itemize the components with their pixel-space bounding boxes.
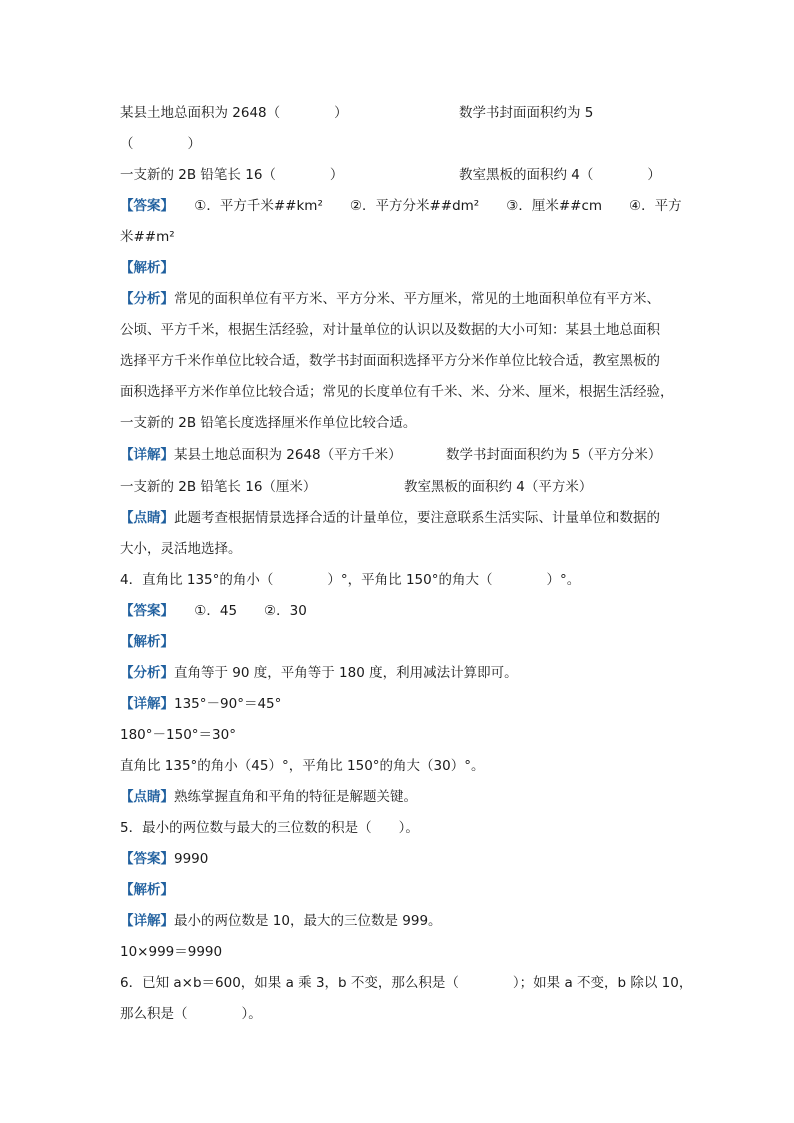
- line-text: 一支新的 2B 铅笔长 16（厘米）: [120, 479, 317, 495]
- text-line: [120, 787, 417, 807]
- text-line: [120, 196, 682, 216]
- line-text: 此题考查根据情景选择合适的计量单位，要注意联系生活实际、计量单位和数据的: [174, 510, 660, 526]
- section-tag: 【分析】: [120, 291, 174, 307]
- text-line: [120, 849, 208, 869]
- text-line: [120, 351, 660, 371]
- text-line: [120, 413, 416, 433]
- line-text: 5．最小的两位数与最大的三位数的积是（ ）。: [120, 820, 419, 836]
- line-text: 一支新的 2B 铅笔长 16（ ）: [120, 167, 344, 183]
- line-text: 10×999＝9990: [120, 944, 223, 960]
- line-text: 那么积是（ ）。: [120, 1006, 262, 1022]
- line-text: 某县土地总面积为 2648（ ）: [120, 105, 348, 121]
- line-text: 135°－90°＝45°: [174, 696, 282, 712]
- text-line: [120, 227, 175, 247]
- text-line: [120, 818, 419, 838]
- line-text: 某县土地总面积为 2648（平方千米）: [174, 447, 402, 463]
- section-tag: 【详解】: [120, 696, 174, 712]
- text-line: [120, 539, 242, 559]
- line-text: 熟练掌握直角和平角的特征是解题关键。: [174, 789, 417, 805]
- line-text: 直角比 135°的角小（45）°，平角比 150°的角大（30）°。: [120, 758, 485, 774]
- line-text: 直角等于 90 度，平角等于 180 度，利用减法计算即可。: [174, 665, 518, 681]
- text-line: [120, 382, 674, 402]
- line-text: 大小，灵活地选择。: [120, 541, 242, 557]
- line-text-right: 数学书封面面积约为 5: [459, 105, 594, 121]
- line-text: 米##m²: [120, 229, 175, 245]
- section-tag: 【答案】: [120, 603, 168, 619]
- line-text: 9990: [174, 851, 209, 867]
- line-text-right: 教室黑板的面积约 4（ ）: [459, 167, 661, 183]
- line-text: 面积选择平方米作单位比较合适；常见的长度单位有千米、米、分米、厘米，根据生活经验，: [120, 384, 674, 400]
- line-text: 公顷、平方千米，根据生活经验，对计量单位的认识以及数据的大小可知：某县土地总面积: [120, 322, 660, 338]
- text-line: [120, 445, 402, 465]
- section-tag: 【解析】: [120, 634, 174, 650]
- text-line: [120, 663, 518, 683]
- line-text: 选择平方千米作单位比较合适，数学书封面面积选择平方分米作单位比较合适，教室黑板的: [120, 353, 660, 369]
- section-tag: 【点睛】: [120, 789, 174, 805]
- text-line: [120, 103, 348, 123]
- text-line: [120, 477, 316, 497]
- text-line: [120, 973, 692, 993]
- line-text: （ ）: [120, 136, 201, 152]
- section-tag: 【分析】: [120, 665, 174, 681]
- text-line: [120, 165, 343, 185]
- text-line: [120, 320, 660, 340]
- line-text: ①．平方千米##km² ②．平方分米##dm² ③．厘米##cm ④．平方: [167, 198, 682, 214]
- section-tag: 【答案】: [120, 198, 168, 214]
- text-line: [120, 725, 236, 745]
- text-line: [120, 880, 174, 900]
- text-line: [120, 632, 174, 652]
- line-text: 4．直角比 135°的角小（ ）°，平角比 150°的角大（ ）°。: [120, 572, 581, 588]
- line-text: ①．45 ②．30: [167, 603, 307, 619]
- text-line: [120, 1004, 262, 1024]
- line-text-right: 教室黑板的面积约 4（平方米）: [404, 479, 593, 495]
- text-line: [120, 911, 442, 931]
- text-line: [120, 601, 307, 621]
- text-line: [120, 258, 174, 278]
- section-tag: 【点睛】: [120, 510, 174, 526]
- section-tag: 【答案】: [120, 851, 174, 867]
- line-text: 180°－150°＝30°: [120, 727, 236, 743]
- text-line: [120, 570, 580, 590]
- line-text: 6．已知 a×b＝600，如果 a 乘 3，b 不变，那么积是（ ）；如果 a 不变，b 除以 10，: [120, 975, 693, 991]
- text-line: [120, 694, 281, 714]
- section-tag: 【详解】: [120, 447, 174, 463]
- text-line: [120, 508, 660, 528]
- text-line: [120, 289, 660, 309]
- line-text: 最小的两位数是 10，最大的三位数是 999。: [174, 913, 442, 929]
- text-line: [120, 756, 484, 776]
- line-text: 一支新的 2B 铅笔长度选择厘米作单位比较合适。: [120, 415, 417, 431]
- section-tag: 【详解】: [120, 913, 174, 929]
- line-text-right: 数学书封面面积约为 5（平方分米）: [446, 447, 662, 463]
- line-text: 常见的面积单位有平方米、平方分米、平方厘米，常见的土地面积单位有平方米、: [174, 291, 660, 307]
- section-tag: 【解析】: [120, 882, 174, 898]
- text-line: [120, 942, 222, 962]
- section-tag: 【解析】: [120, 260, 174, 276]
- text-line: [120, 134, 201, 154]
